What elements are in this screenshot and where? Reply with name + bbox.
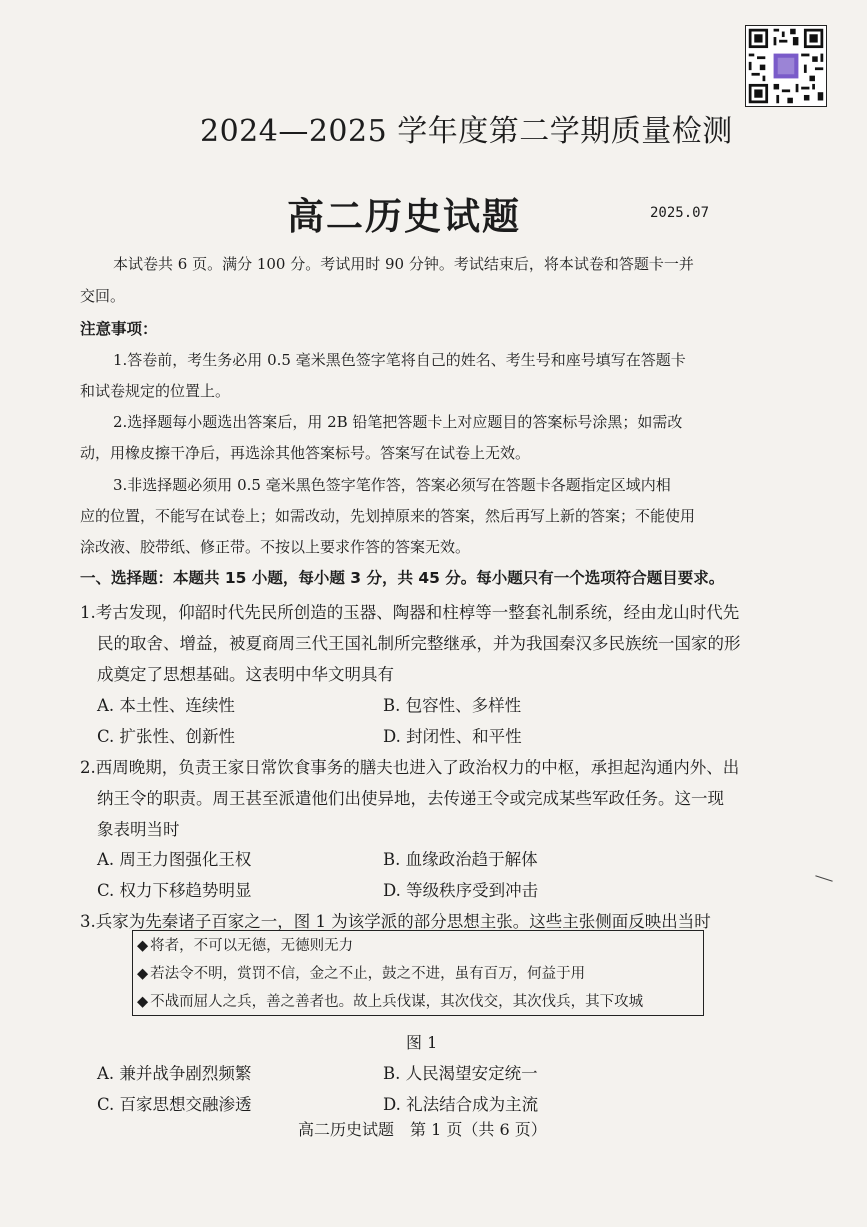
diamond-bullet-icon: ◆ bbox=[137, 938, 149, 954]
note-2-line-1: 2.选择题每小题选出答案后，用 2B 铅笔把答题卡上对应题目的答案标号涂黑；如需改 bbox=[113, 413, 683, 431]
q3-option-d: D. 礼法结合成为主流 bbox=[383, 1095, 539, 1114]
intro-line-1: 本试卷共 6 页。满分 100 分。考试用时 90 分钟。考试结束后，将本试卷和答题卡一并 bbox=[113, 255, 694, 273]
section-1-heading: 一、选择题：本题共 15 小题，每小题 3 分，共 45 分。每小题只有一个选项符合题目要求。 bbox=[80, 569, 725, 587]
q3-stem-line-1: 3.兵家为先秦诸子百家之一，图 1 为该学派的部分思想主张。这些主张侧面反映出当时 bbox=[80, 912, 711, 931]
figure-1-item-text: 将者，不可以无德，无德则无力 bbox=[150, 938, 354, 954]
figure-1-label: 图 1 bbox=[406, 1033, 438, 1052]
note-1-line-2: 和试卷规定的位置上。 bbox=[80, 382, 231, 400]
figure-1-item bbox=[137, 990, 643, 1011]
figure-1-box bbox=[132, 930, 704, 1016]
q2-option-a: A. 周王力图强化王权 bbox=[97, 850, 252, 869]
intro-line-2: 交回。 bbox=[80, 287, 126, 305]
qr-code bbox=[745, 25, 827, 107]
qr-code-icon bbox=[746, 26, 826, 106]
figure-1-item-text: 不战而屈人之兵，善之善者也。故上兵伐谋，其次伐交，其次伐兵，其下攻城 bbox=[150, 994, 644, 1010]
note-3-line-1: 3.非选择题必须用 0.5 毫米黑色签字笔作答，答案必须写在答题卡各题指定区域内相 bbox=[113, 476, 671, 494]
q2-stem-line-3: 象表明当时 bbox=[97, 820, 180, 839]
q2-option-c: C. 权力下移趋势明显 bbox=[97, 881, 252, 900]
figure-1-item bbox=[137, 962, 585, 983]
q2-stem-line-2: 纳王令的职责。周王甚至派遣他们出使异地，去传递王令或完成某些军政任务。这一现 bbox=[97, 789, 724, 808]
page-footer: 高二历史试题 第 1 页（共 6 页） bbox=[298, 1120, 547, 1139]
q1-option-c: C. 扩张性、创新性 bbox=[97, 727, 236, 746]
exam-title: 2024—2025 学年度第二学期质量检测 bbox=[200, 114, 733, 149]
figure-1-item bbox=[137, 934, 353, 955]
note-3-line-2: 应的位置，不能写在试卷上；如需改动，先划掉原来的答案，然后再写上新的答案；不能使用 bbox=[80, 507, 696, 525]
scan-mark bbox=[815, 875, 832, 882]
q1-option-d: D. 封闭性、和平性 bbox=[383, 727, 522, 746]
exam-date: 2025.07 bbox=[650, 205, 710, 221]
q1-option-b: B. 包容性、多样性 bbox=[383, 696, 522, 715]
q1-stem-line-1: 1.考古发现，仰韶时代先民所创造的玉器、陶器和柱椁等一整套礼制系统，经由龙山时代先 bbox=[80, 603, 740, 622]
note-1-line-1: 1.答卷前，考生务必用 0.5 毫米黑色签字笔将自己的姓名、考生号和座号填写在答题卡 bbox=[113, 351, 686, 369]
note-2-line-2: 动，用橡皮擦干净后，再选涂其他答案标号。答案写在试卷上无效。 bbox=[80, 444, 531, 462]
figure-1-item-text: 若法令不明，赏罚不信，金之不止，鼓之不进，虽有百万，何益于用 bbox=[150, 966, 586, 982]
note-3-line-3: 涂改液、胶带纸、修正带。不按以上要求作答的答案无效。 bbox=[80, 538, 471, 556]
q2-option-b: B. 血缘政治趋于解体 bbox=[383, 850, 538, 869]
q2-option-d: D. 等级秩序受到冲击 bbox=[383, 881, 539, 900]
q3-option-a: A. 兼并战争剧烈频繁 bbox=[97, 1064, 252, 1083]
subject-title: 高二历史试题 bbox=[287, 195, 521, 238]
q1-option-a: A. 本土性、连续性 bbox=[97, 696, 235, 715]
q1-stem-line-3: 成奠定了思想基础。这表明中华文明具有 bbox=[97, 665, 394, 684]
q3-option-b: B. 人民渴望安定统一 bbox=[383, 1064, 538, 1083]
notes-heading: 注意事项： bbox=[80, 320, 158, 338]
diamond-bullet-icon: ◆ bbox=[137, 994, 149, 1010]
q3-option-c: C. 百家思想交融渗透 bbox=[97, 1095, 252, 1114]
q1-stem-line-2: 民的取舍、增益，被夏商周三代王国礼制所完整继承，并为我国秦汉多民族统一国家的形 bbox=[97, 634, 741, 653]
q2-stem-line-1: 2.西周晚期，负责王家日常饮食事务的膳夫也进入了政治权力的中枢，承担起沟通内外、出 bbox=[80, 758, 740, 777]
diamond-bullet-icon: ◆ bbox=[137, 966, 149, 982]
